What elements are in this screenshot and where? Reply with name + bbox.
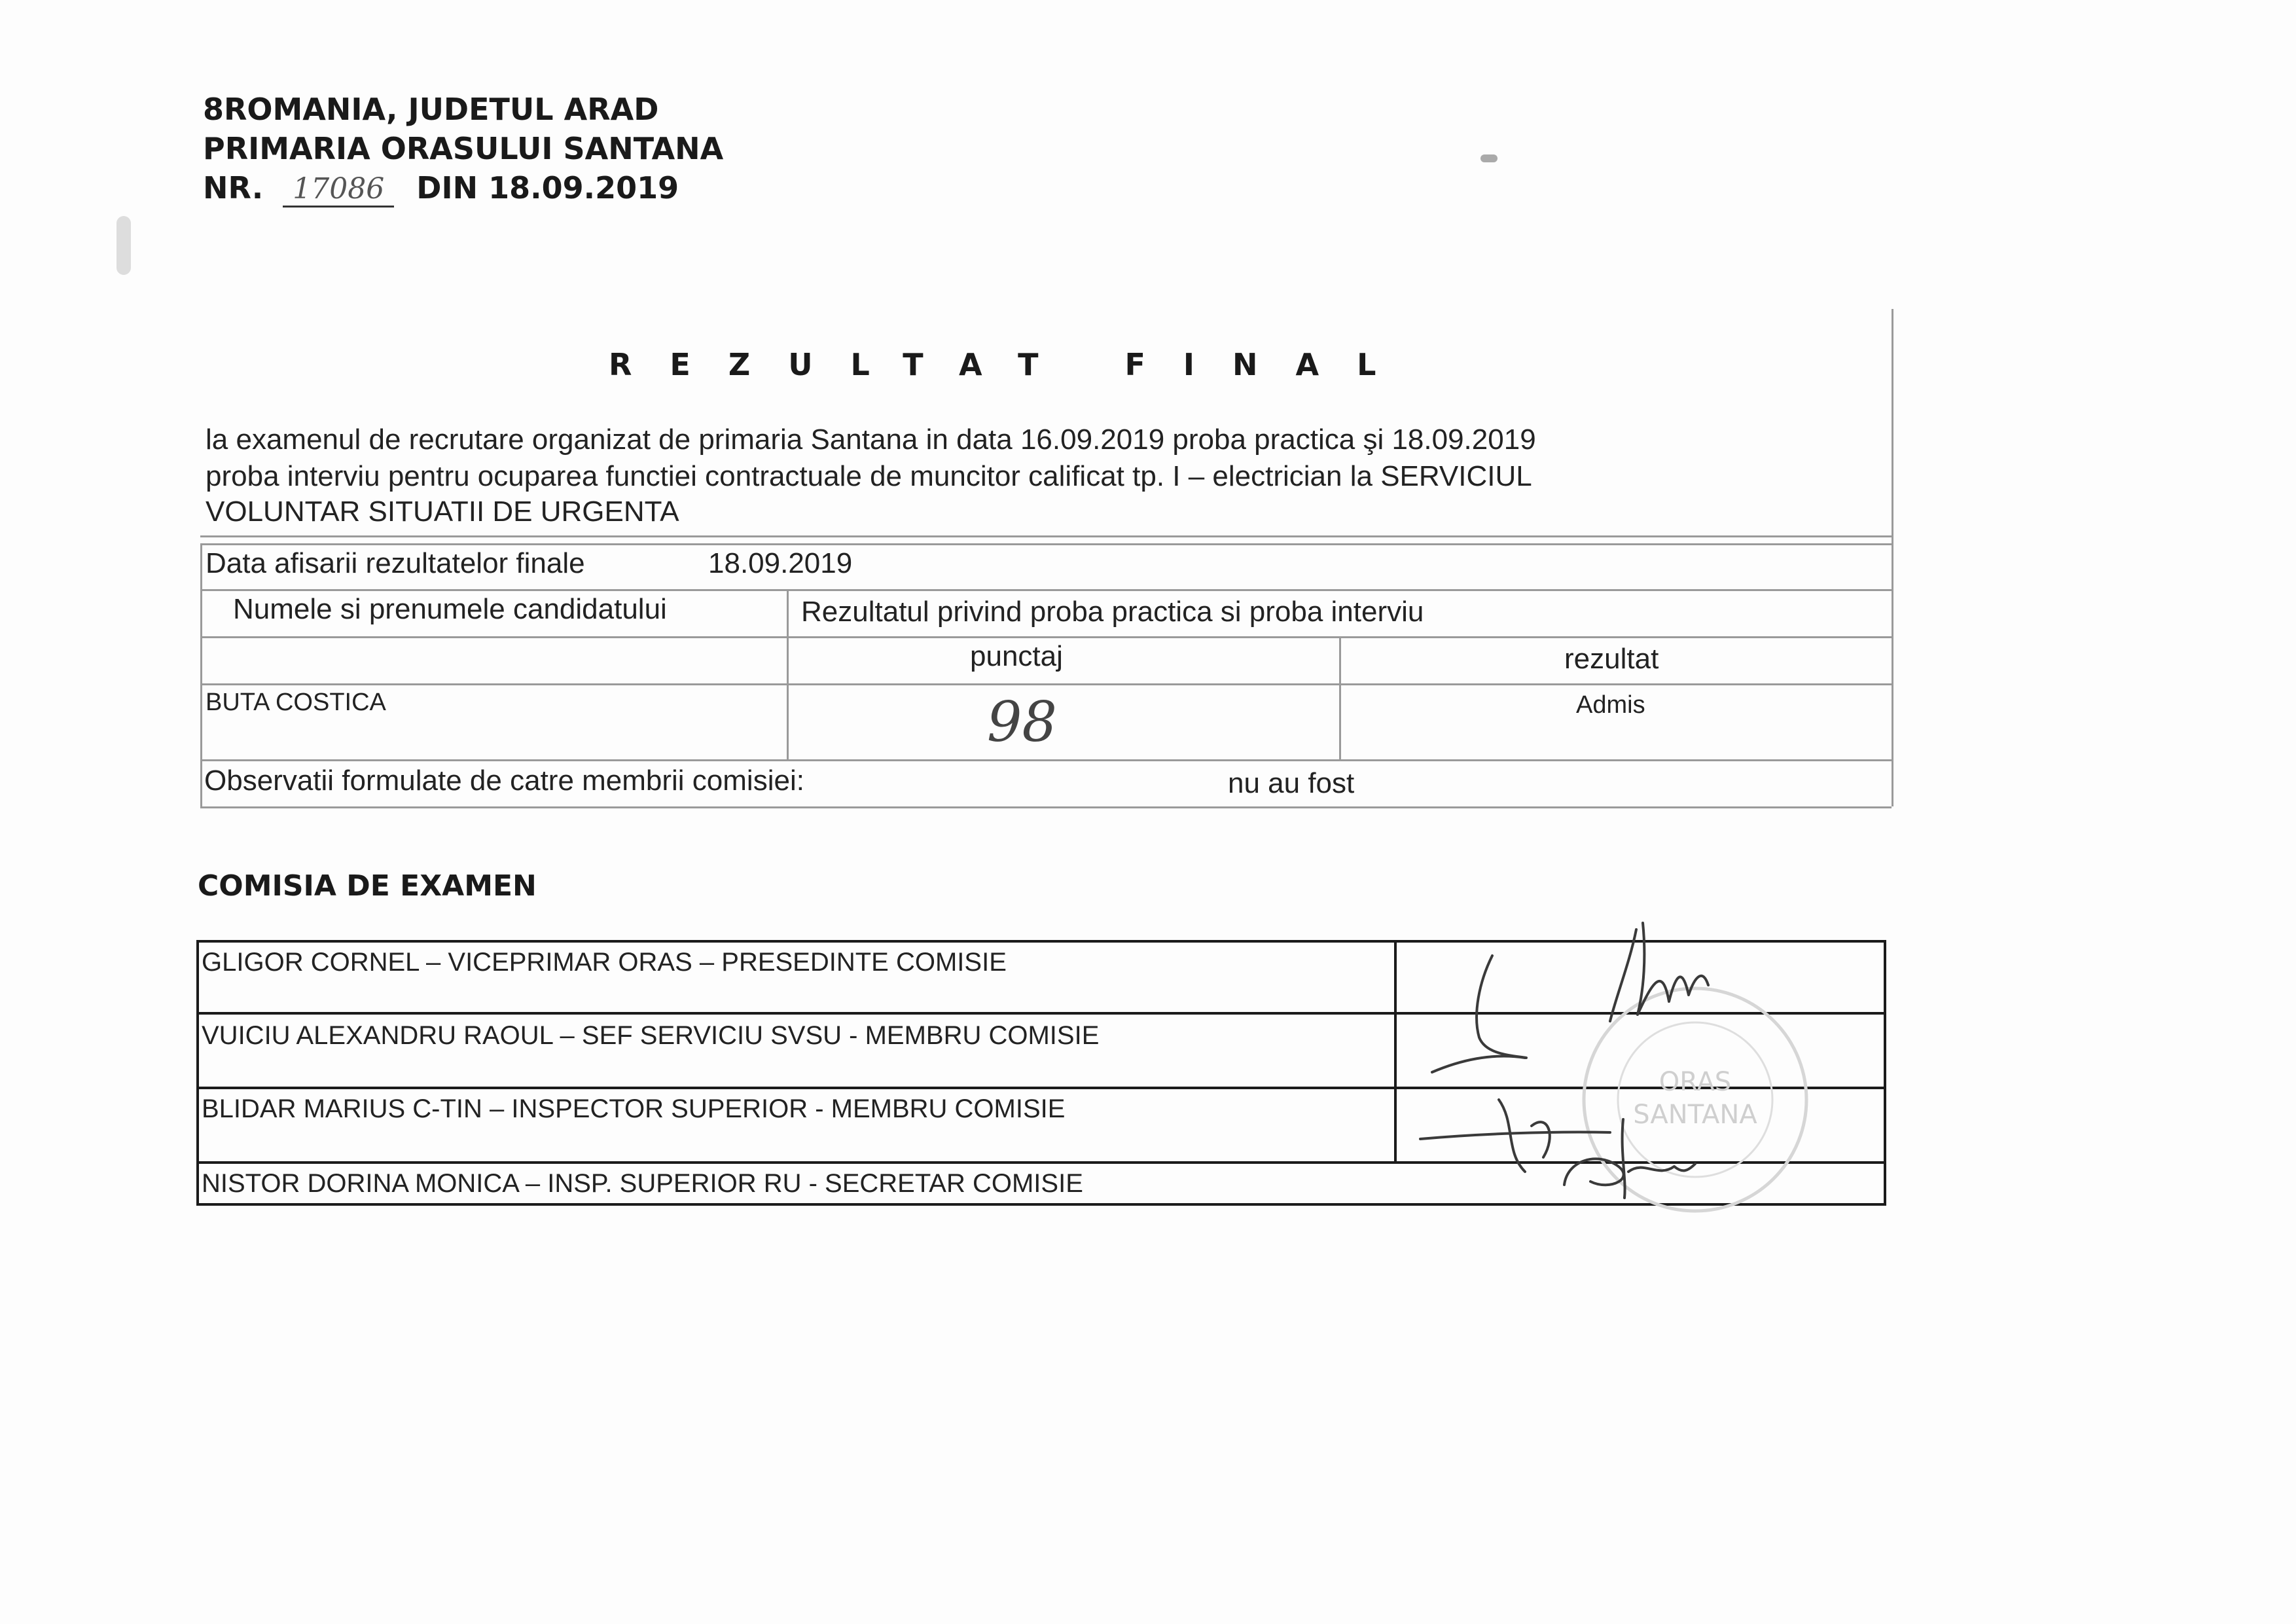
display-date-value: 18.09.2019 <box>708 547 853 579</box>
nr-label: NR. <box>203 170 264 206</box>
table-rule <box>200 636 1892 638</box>
table-rule <box>200 683 1892 685</box>
intro-line-3: VOLUNTAR SITUATII DE URGENTA <box>206 496 679 528</box>
nr-handwritten-value: 17086 <box>283 172 394 208</box>
table-rule <box>200 759 1892 761</box>
table-left-border <box>200 543 202 808</box>
signature-vuiciu <box>1610 923 1708 1021</box>
candidate-outcome: Admis <box>1576 691 1645 719</box>
col-header-candidate: Numele si prenumele candidatului <box>233 593 667 625</box>
observations-label: Observatii formulate de catre membrii comisiei: <box>204 765 804 797</box>
signature-gligor <box>1477 956 1526 1058</box>
commission-left-border <box>196 940 199 1206</box>
din-date: DIN 18.09.2019 <box>416 170 679 206</box>
stamp-text-santana: SANTANA <box>1633 1100 1757 1130</box>
intro-line-1: la examenul de recrutare organizat de primaria Santana in data 16.09.2019 proba practica şi 18.09.2019 <box>206 424 1536 456</box>
scan-speck <box>1480 154 1498 162</box>
table-rule <box>200 806 1892 808</box>
table-rule <box>200 589 1892 591</box>
table-rule <box>200 535 1892 537</box>
display-date-label: Data afisarii rezultatelor finale <box>206 547 585 579</box>
stamp-text-oras: ORAS <box>1659 1067 1732 1097</box>
candidate-name: BUTA COSTICA <box>206 689 386 716</box>
commission-member: BLIDAR MARIUS C-TIN – INSPECTOR SUPERIOR - MEMBRU COMISIE <box>202 1094 1066 1123</box>
observations-value: nu au fost <box>1228 767 1355 799</box>
commission-signature-divider <box>1394 940 1397 1163</box>
header-country-county: 8ROMANIA, JUDETUL ARAD <box>203 92 659 127</box>
candidate-score-handwritten: 98 <box>987 690 1057 754</box>
header-registration <box>203 170 679 208</box>
header-institution: PRIMARIA ORASULUI SANTANA <box>203 131 724 166</box>
col-header-score: punctaj <box>970 640 1063 672</box>
table-rule <box>200 543 1892 545</box>
commission-member: NISTOR DORINA MONICA – INSP. SUPERIOR RU - SECRETAR COMISIE <box>202 1169 1083 1198</box>
table-col-divider <box>1339 636 1341 759</box>
table-col-divider <box>787 589 789 759</box>
intro-line-2: proba interviu pentru ocuparea functiei contractuale de muncitor calificat tp. I – electrician la SERVICIUL <box>206 460 1532 492</box>
commission-member: GLIGOR CORNEL – VICEPRIMAR ORAS – PRESEDINTE COMISIE <box>202 948 1007 977</box>
table-right-border <box>1892 309 1893 806</box>
col-header-outcome: rezultat <box>1564 643 1659 675</box>
signatures <box>1401 903 1767 1218</box>
signature-gligor-underline <box>1432 1056 1525 1072</box>
commission-right-border <box>1884 940 1886 1206</box>
document-title: REZULTAT FINAL <box>609 347 1414 382</box>
commission-member: VUICIU ALEXANDRU RAOUL – SEF SERVICIU SVSU - MEMBRU COMISIE <box>202 1021 1100 1050</box>
col-header-result-group: Rezultatul privind proba practica si proba interviu <box>801 596 1424 628</box>
commission-heading: COMISIA DE EXAMEN <box>198 869 537 903</box>
scan-smudge <box>117 216 131 275</box>
